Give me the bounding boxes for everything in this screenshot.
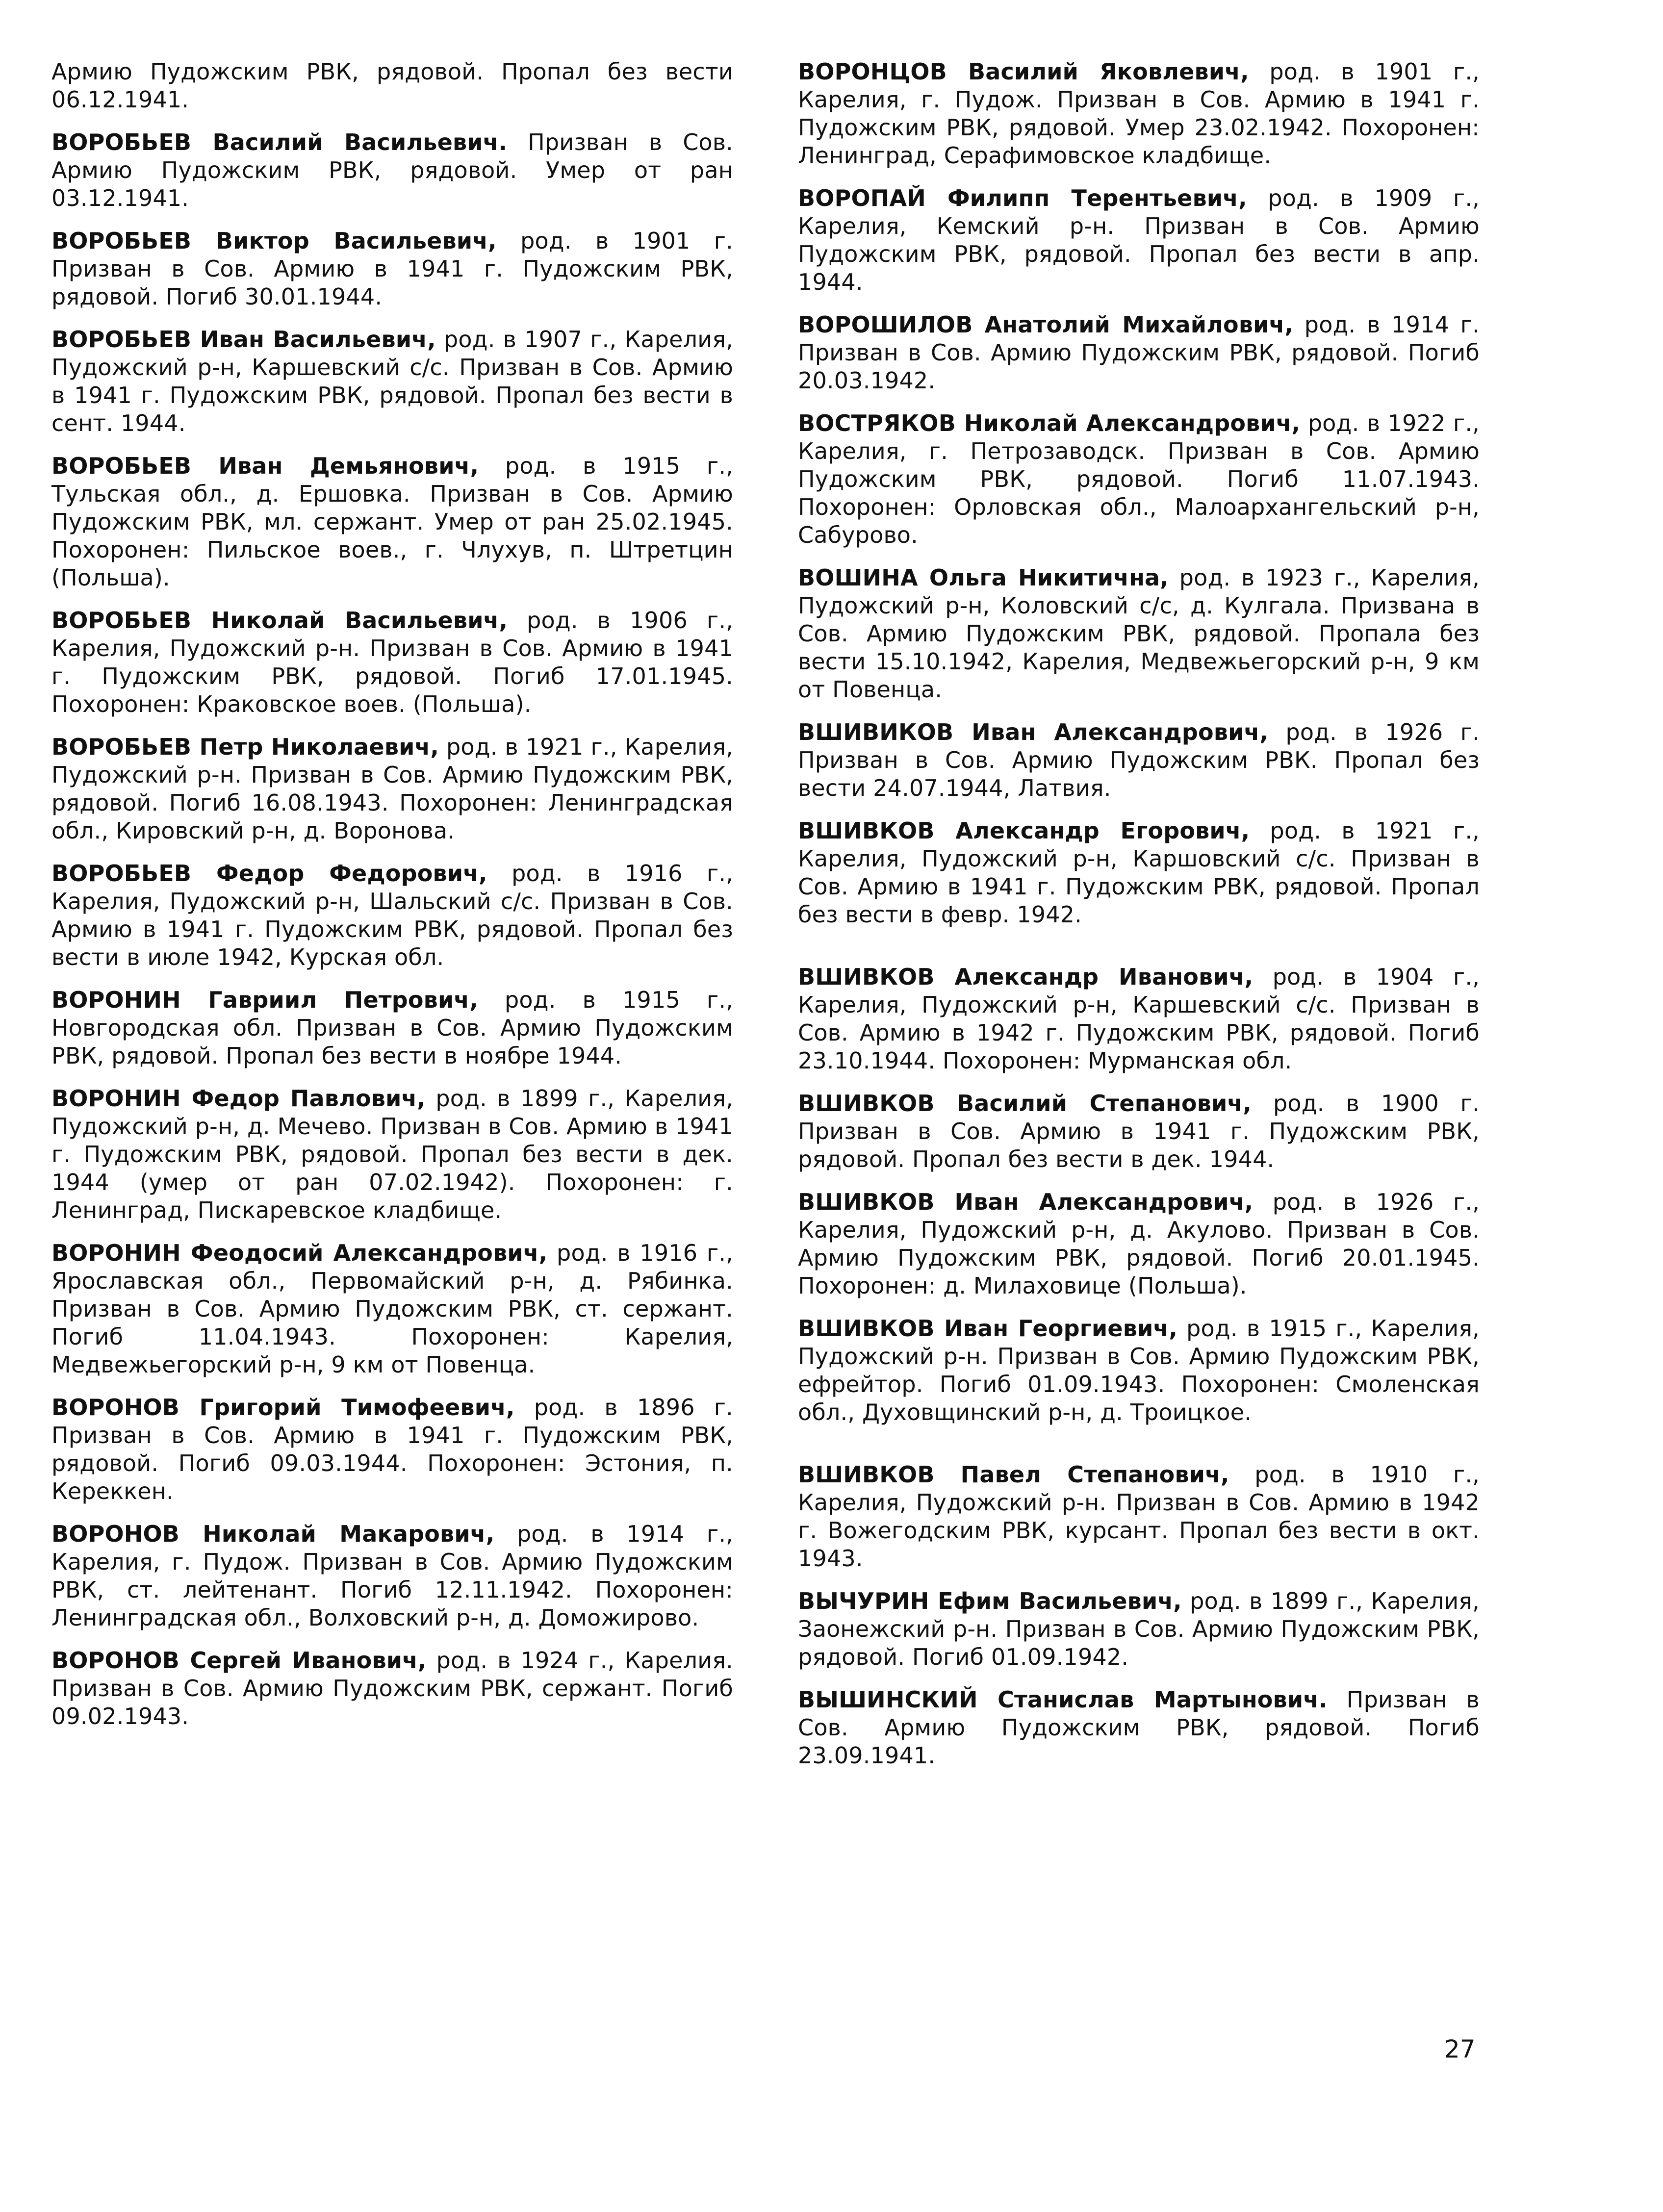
entry (51, 1239, 733, 1379)
entry-text: род. в 1901 г., Карелия, г. Пудож. Призван в Сов. Армию в 1941 г. Пудожским РВК, рядовой. Умер 23.02.1942. Похоронен: Ленинград, Серафимовское кладбище. (798, 58, 1480, 169)
entry-name: ВОСТРЯКОВ Николай Александрович, (798, 410, 1301, 436)
entry (51, 326, 733, 437)
entry-text: род. в 1910 г., Карелия, Пудожский р-н. Призван в Сов. Армию в 1942 г. Вожегодским РВК, курсант. Пропал без вести в окт. 1943. (798, 1461, 1480, 1572)
entry (51, 128, 733, 212)
entry-name: ВЫШИНСКИЙ Станислав Мартынович. (798, 1686, 1328, 1713)
entry-text: род. в 1926 г., Карелия, Пудожский р-н, д. Акулово. Призван в Сов. Армию Пудожским РВК, рядовой. Погиб 20.01.1945. Похоронен: д. Милаховице (Польша). (798, 1189, 1480, 1299)
entry-name: ВШИВКОВ Александр Егорович, (798, 817, 1250, 844)
entry (798, 564, 1480, 704)
entry (51, 1394, 733, 1505)
entry-text: род. в 1922 г., Карелия, г. Петрозаводск. Призван в Сов. Армию Пудожским РВК, рядовой. Погиб 11.07.1943. Похоронен: Орловская обл., Малоархангельский р-н, Сабурово. (798, 410, 1480, 548)
entry (51, 1647, 733, 1730)
entry-name: ВОРОНОВ Сергей Иванович, (51, 1647, 427, 1674)
entry (798, 311, 1480, 395)
entry (51, 607, 733, 718)
entry-name: ВОШИНА Ольга Никитична, (798, 564, 1169, 591)
entry (798, 1686, 1480, 1770)
right-column (798, 58, 1480, 1784)
entry-name: ВОРОПАЙ Филипп Терентьевич, (798, 185, 1247, 211)
entry-text: род. в 1914 г. Призван в Сов. Армию Пудожским РВК, рядовой. Погиб 20.03.1942. (798, 311, 1480, 394)
entry (51, 452, 733, 592)
entry-name: ВЫЧУРИН Ефим Васильевич, (798, 1588, 1182, 1614)
left-column (51, 58, 733, 1745)
entry (798, 718, 1480, 802)
entry (51, 860, 733, 971)
entry-name: ВОРОШИЛОВ Анатолий Михайлович, (798, 311, 1294, 338)
entry (798, 1461, 1480, 1573)
entry-name: ВОРОБЬЕВ Василий Васильевич. (51, 129, 508, 155)
entry-text: род. в 1921 г., Карелия, Пудожский р-н. Призван в Сов. Армию Пудожским РВК, рядовой. Погиб 16.08.1943. Похоронен: Ленинградская обл., Кировский р-н, д. Воронова. (51, 734, 733, 844)
entry-name: ВОРОНОВ Николай Макарович, (51, 1521, 495, 1547)
entry (798, 1090, 1480, 1173)
page-number: 27 (1444, 2035, 1476, 2063)
entry (798, 58, 1480, 170)
entry-text: род. в 1899 г., Карелия, Заонежский р-н. Призван в Сов. Армию Пудожским РВК, рядовой. Погиб 01.09.1942. (798, 1588, 1480, 1670)
entry (51, 986, 733, 1070)
entry-name: ВОРОНОВ Григорий Тимофеевич, (51, 1394, 515, 1421)
entry (798, 817, 1480, 929)
entry (798, 1587, 1480, 1671)
entry-text: род. в 1916 г., Карелия, Пудожский р-н, Шальский с/с. Призван в Сов. Армию в 1941 г. Пудожским РВК, рядовой. Пропал без вести в июле 1942, Курская обл. (51, 860, 733, 970)
entry-text: род. в 1916 г., Ярославская обл., Первомайский р-н, д. Рябинка. Призван в Сов. Армию Пудожским РВК, ст. сержант. Погиб 11.04.1943. Похоронен: Карелия, Медвежьегорский р-н, 9 км от Повенца. (51, 1240, 733, 1378)
entry (798, 1315, 1480, 1426)
entry-text: род. в 1904 г., Карелия, Пудожский р-н, Каршевский с/с. Призван в Сов. Армию в 1942 г. Пудожским РВК, рядовой. Погиб 23.10.1944. Похоронен: Мурманская обл. (798, 964, 1480, 1074)
entry-name: ВШИВКОВ Василий Степанович, (798, 1090, 1252, 1117)
entry-name: ВОРОБЬЕВ Виктор Васильевич, (51, 228, 497, 254)
entry-text: Армию Пудожским РВК, рядовой. Пропал без вести 06.12.1941. (51, 58, 733, 113)
entry-text: род. в 1907 г., Карелия, Пудожский р-н, Каршевский с/с. Призван в Сов. Армию в 1941 г. Пудожским РВК, рядовой. Пропал без вести в сент. 1944. (51, 326, 734, 436)
entry-name: ВОРОНИН Гавриил Петрович, (51, 987, 478, 1013)
entry-text: род. в 1915 г., Новгородская обл. Призван в Сов. Армию Пудожским РВК, рядовой. Пропал без вести в ноябре 1944. (51, 987, 733, 1069)
entry-text: род. в 1924 г., Карелия. Призван в Сов. Армию Пудожским РВК, сержант. Погиб 09.02.1943. (51, 1647, 733, 1729)
entry-name: ВОРОНИН Феодосий Александрович, (51, 1240, 548, 1266)
entry-text: Призван в Сов. Армию Пудожским РВК, рядовой. Умер от ран 03.12.1941. (51, 129, 733, 211)
entry (798, 184, 1480, 296)
entry-text: род. в 1914 г., Карелия, г. Пудож. Призван в Сов. Армию Пудожским РВК, ст. лейтенант. Погиб 12.11.1942. Похоронен: Ленинградская обл., Волховский р-н, д. Доможирово. (51, 1521, 733, 1631)
entry-text: род. в 1915 г., Тульская обл., д. Ершовка. Призван в Сов. Армию Пудожским РВК, мл. сержант. Умер от ран 25.02.1945. Похоронен: Пильское воев., г. Члухув, п. Штретцин (Польша). (51, 453, 733, 591)
entry (51, 227, 733, 311)
entry-text: род. в 1923 г., Карелия, Пудожский р-н, Коловский с/с, д. Кулгала. Призвана в Сов. Армию Пудожским РВК, рядовой. Пропала без вести 15.10.1942, Карелия, Медвежьегорский р-н, 9 км от Повенца. (798, 564, 1480, 703)
entry-name: ВОРОБЬЕВ Федор Федорович, (51, 860, 487, 887)
entry-name: ВШИВИКОВ Иван Александрович, (798, 719, 1269, 745)
entry-text: род. в 1899 г., Карелия, Пудожский р-н, д. Мечево. Призван в Сов. Армию в 1941 г. Пудожским РВК, рядовой. Пропал без вести в дек. 1944 (умер от ран 07.02.1942). Похоронен: г. Ленинград, Пискаревское кладбище. (51, 1085, 733, 1223)
entry-name: ВОРОБЬЕВ Иван Демьянович, (51, 453, 479, 479)
entry-text: род. в 1896 г. Призван в Сов. Армию в 1941 г. Пудожским РВК, рядовой. Погиб 09.03.1944. Похоронен: Эстония, п. Кереккен. (51, 1394, 733, 1504)
entry-text: Призван в Сов. Армию Пудожским РВК, рядовой. Погиб 23.09.1941. (798, 1686, 1480, 1769)
entry (51, 733, 733, 845)
entry (798, 1188, 1480, 1300)
entry-name: ВОРОНЦОВ Василий Яковлевич, (798, 58, 1249, 85)
entry-name: ВОРОБЬЕВ Петр Николаевич, (51, 734, 439, 760)
entry-text: род. в 1909 г., Карелия, Кемский р-н. Призван в Сов. Армию Пудожским РВК, рядовой. Пропал без вести в апр. 1944. (798, 185, 1480, 295)
entry-name: ВШИВКОВ Александр Иванович, (798, 964, 1254, 990)
entry-text: род. в 1926 г. Призван в Сов. Армию Пудожским РВК. Пропал без вести 24.07.1944, Латвия. (798, 719, 1480, 801)
entry-name: ВОРОБЬЕВ Иван Васильевич, (51, 326, 436, 353)
entry-text: род. в 1901 г. Призван в Сов. Армию в 1941 г. Пудожским РВК, рядовой. Погиб 30.01.1944. (51, 228, 734, 310)
entry-name: ВОРОНИН Федор Павлович, (51, 1085, 426, 1112)
entry (798, 409, 1480, 549)
entry-text: род. в 1900 г. Призван в Сов. Армию в 1941 г. Пудожским РВК, рядовой. Пропал без вести в дек. 1944. (798, 1090, 1480, 1172)
entry-text: род. в 1915 г., Карелия, Пудожский р-н. Призван в Сов. Армию Пудожским РВК, ефрейтор. Погиб 01.09.1943. Похоронен: Смоленская обл., Духовщинский р-н, д. Троицкое. (798, 1315, 1480, 1425)
entry-text: род. в 1906 г., Карелия, Пудожский р-н. Призван в Сов. Армию в 1941 г. Пудожским РВК, рядовой. Погиб 17.01.1945. Похоронен: Краковское воев. (Польша). (51, 607, 733, 717)
entry-name: ВШИВКОВ Иван Александрович, (798, 1189, 1254, 1215)
entry-continuation (51, 58, 733, 114)
entry (51, 1520, 733, 1632)
entry-name: ВШИВКОВ Павел Степанович, (798, 1461, 1229, 1488)
entry (798, 963, 1480, 1075)
entry (51, 1085, 733, 1224)
entry-name: ВШИВКОВ Иван Георгиевич, (798, 1315, 1178, 1342)
entry-name: ВОРОБЬЕВ Николай Васильевич, (51, 607, 508, 634)
entry-text: род. в 1921 г., Карелия, Пудожский р-н, Каршовский с/с. Призван в Сов. Армию в 1941 г. Пудожским РВК, рядовой. Пропал без вести в февр. 1942. (798, 817, 1480, 928)
